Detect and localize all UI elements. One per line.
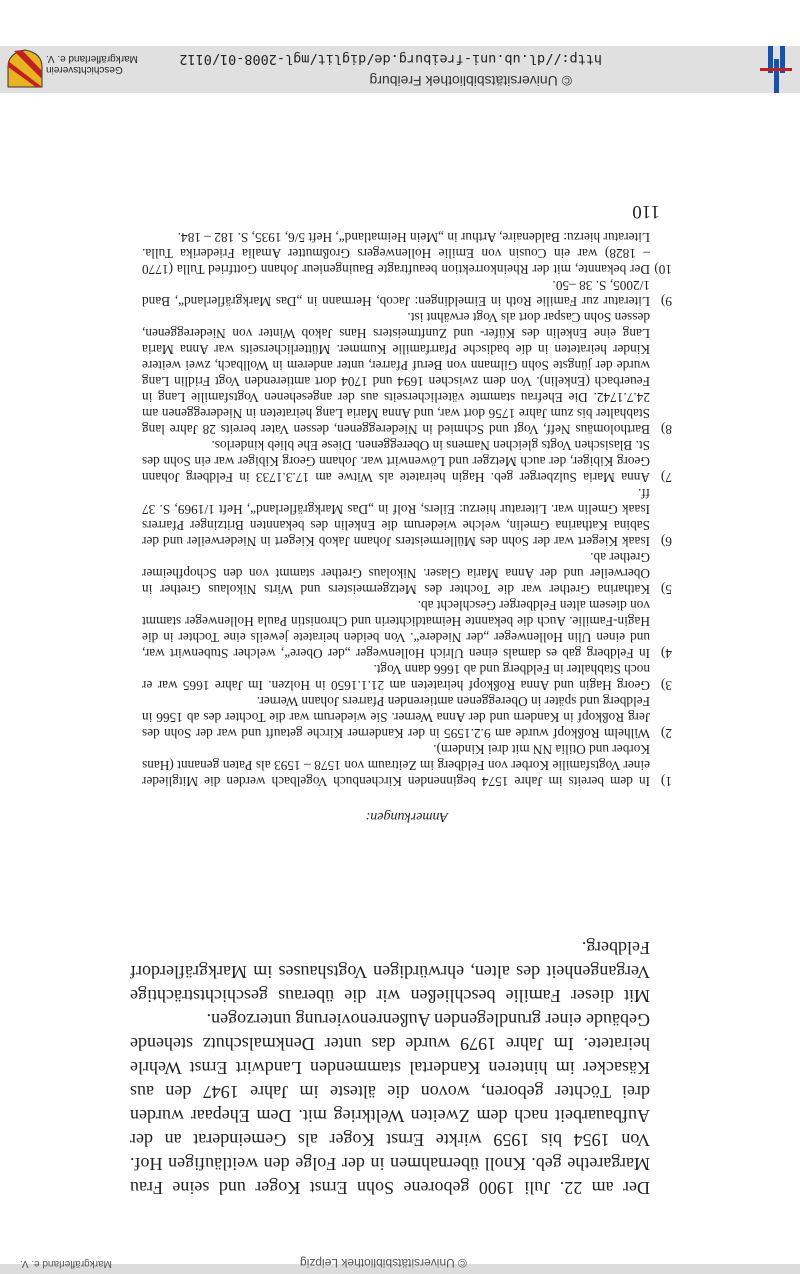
- footnote: 8) Bartholomäus Neff, Vogt und Schmied in Niedereggenen, dessen Vater bereits 28 Jahre lang Stabhalter bis zum Jahre 1756 dort war, und Anna Maria Lang heirateten in Niedereggenen am 24.7.1742. Die Ehefrau stammte väterlicherseits aus der angesehenen Vogtsfamilie Lang in Feuerbach (Enkelin). Von dem zwischen 1694 und 1704 dort amtierenden Vogt Fridlin Lang wurde der jüngste Sohn Gilmann von Beruf Pfarrer, unter anderem in Wollbach, zwei weitere Kinder heirateten in die badische Pfarrfamilie Kummer. Mütterlicherseits war Anna Maria Lang eine Enkelin des Küfer- und Zunftmeisters Hans Jakob Winter von Niedereggenen, dessen Sohn Caspar dort als Vogt erwähnt ist.: [142, 310, 672, 437]
- notes-heading: Anmerkungen:: [365, 809, 448, 824]
- footnote: 3) Georg Hagin und Anna Roßkopf heirateten am 21.1.1650 in Holzen. Im Jahre 1665 war er noch Stabhalter in Feldberg und ab 1666 dann Vogt.: [142, 662, 672, 693]
- paragraph: Der am 22. Juli 1900 geborene Sohn Ernst Koger und seine Frau Margarethe geb. Knoll übernahmen in der Folge den weitläufigen Hof. Von 1954 bis 1959 wirkte Ernst Koger als Gemeinderat an der Aufbauarbeit nach dem Zweiten Weltkrieg mit. Dem Ehepaar wurden drei Töchter geboren, wovon die älteste im Jahre 1947 den aus Käsacker im hinteren Kandertal stammenden Landwirt Ernst Wehrle heiratete. Im Jahre 1979 wurde das unter Denkmalschutz stehende Gebäude einer grundlegenden Außenrenovierung unterzogen.: [130, 1010, 650, 1198]
- footnote: 5) Katharina Grether war die Tochter des Metzgermeisters und Wirts Nikolaus Grether in Oberweiler und der Anna Maria Glaser. Nikolaus Grether stammt von den Schopfheimer Grether ab.: [142, 550, 672, 597]
- footnote: 7) Anna Maria Sulzberger geb. Hagin heiratete als Witwe am 17.3.1733 in Feldberg Johann Georg Kibiger, der auch Metzger und Löwenwirt war. Johann Georg Kibiger war ein Sohn des St. Blasischen Vogts gleichen Namens in Obereggenen. Diese Ehe blieb kinderlos.: [142, 438, 672, 485]
- copyright-cut: © Universitätsbibliothek Leipzig: [300, 1256, 467, 1270]
- footnote: 6) Isaak Kiegert war der Sohn des Müllermeisters Johann Jakob Kiegert in Niederweiler und der Sabina Katharina Gmelin, welche wiederum die Enkelin des bekannten Britzinger Pfarrers Isaak Gmelin war. Literatur hierzu: Eilers, Rolf in „Das Markgräflerland“, Heft 1/1969, S. 37 ff.: [142, 486, 672, 549]
- footnote: 9) Literatur zur Familie Roth in Eimeldingen: Jacob, Hermann in „Das Markgräflerland“, Band 1/2005, S. 38 –50.: [142, 278, 672, 309]
- permalink-url[interactable]: http://dl.ub.uni-freiburg.de/diglit/mgl-2008-01/0112: [179, 51, 602, 67]
- society-logo: [0, 46, 158, 93]
- blue-cross-mark-icon: [750, 46, 800, 93]
- footnote: 10) Der bekannte, mit der Rheinkorrektion beauftragte Bauingenieur Johann Gottfried Tulla (1770 – 1828) war ein Cousin von Emilie Hollenwegers Großmutter Amalia Friederika Tulla. Literatur hierzu: Baldenaire, Arthur in „Mein Heimatland“, Heft 5/6, 1935, S. 182 – 184.: [142, 230, 672, 277]
- copyright-notice: © Universitätsbibliothek Freiburg: [369, 73, 572, 89]
- footnote: 4) In Feldberg gab es damals einen Ulrich Hollenweger „der Obere“, welcher Stubenwirt war, und einen Ulin Hollenweger „der Niedere“. Von beiden heiratete jeweils eine Tochter in die Hagin-Familie. Auch die bekannte Heimatdichterin und Chronistin Paula Hollenweger stammt von diesem alten Feldberger Geschlecht ab.: [142, 598, 672, 661]
- society-name: Geschichtsverein Markgräflerland e. V.: [46, 53, 138, 75]
- footnotes: [142, 229, 672, 789]
- footnote: 2) Wilhelm Roßkopf wurde am 9.2.1595 in der Kanderner Kirche getauft und war der Sohn des Jerg Roßkopf in Kandern und der Anna Werner. Sie wiederum war die Tochter des ab 1566 in Feldberg und später in Obereggenen amtierenden Pfarrers Johann Werner.: [142, 694, 672, 741]
- rotated-page: [0, 46, 800, 1264]
- society-name-cut: Markgräflerland e. V.: [20, 1258, 112, 1269]
- bottom-viewer-bar: [0, 1256, 800, 1274]
- footnote: 1) In dem bereits im Jahre 1574 beginnenden Kirchenbuch Vogelbach werden die Mitglieder einer Vogtsfamilie Korber von Feldberg im Zeitraum von 1578 – 1593 als Paten genannt (Hans Korber und Otilia NN mit drei Kindern).: [142, 742, 672, 789]
- body-text: [130, 936, 650, 1200]
- viewer-header: [0, 46, 800, 93]
- paragraph: Mit dieser Familie beschließen wir die überaus geschichtsträchtige Vergangenheit des alten, ehrwürdigen Vogtshauses im Markgräflerdorf Feldberg.: [130, 938, 650, 1006]
- coat-of-arms-icon: [6, 49, 44, 89]
- page-number: 110: [632, 201, 660, 222]
